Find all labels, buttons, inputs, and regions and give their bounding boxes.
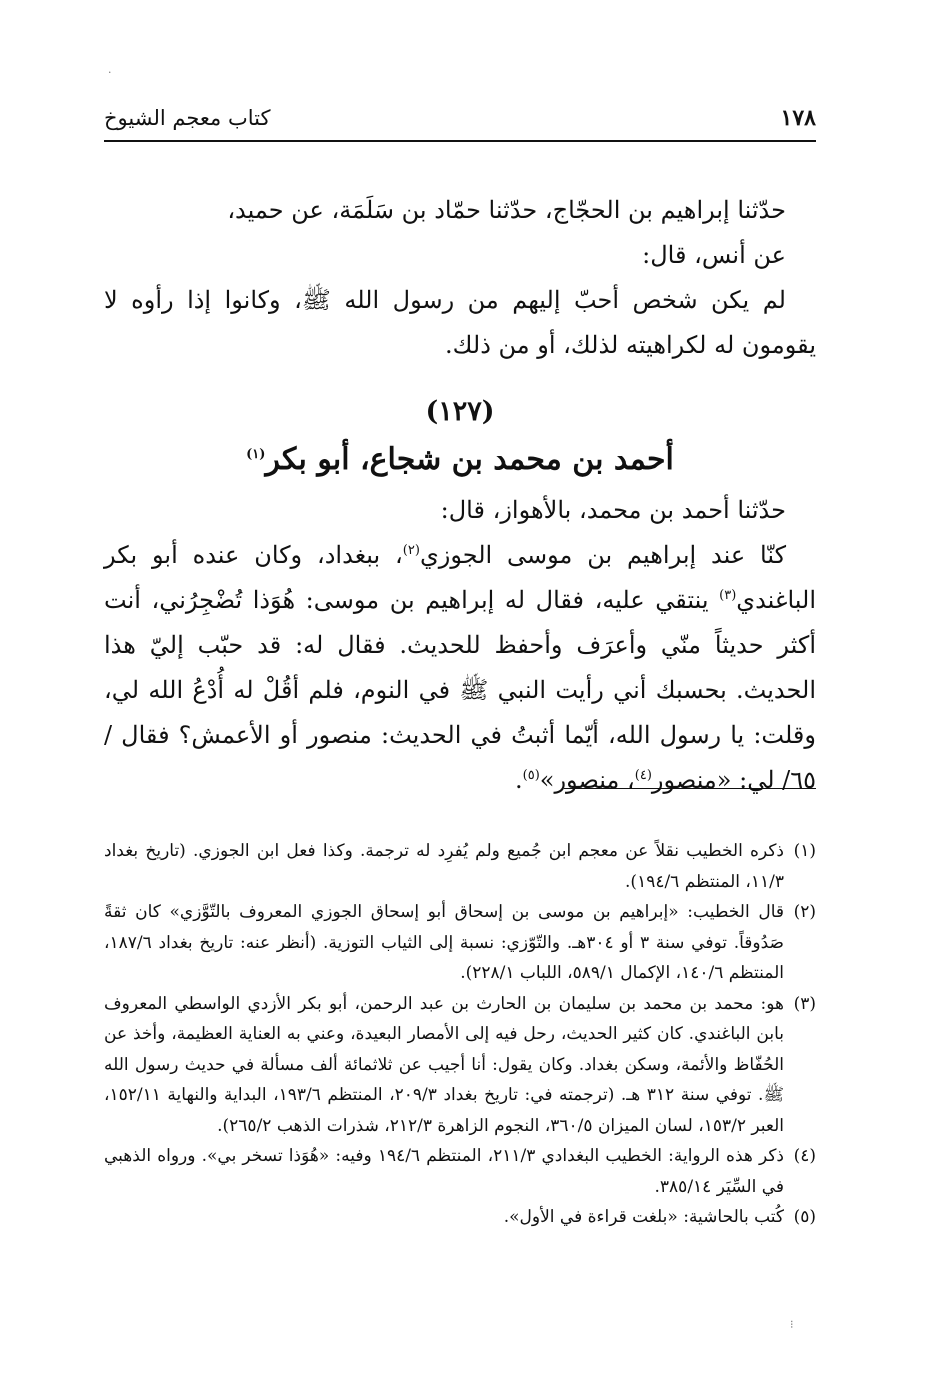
entry-heading xyxy=(104,434,816,486)
footnote xyxy=(104,1202,816,1233)
footnote xyxy=(104,836,816,897)
footnote-text: كُتب بالحاشية: «بلغت قراءة في الأول». xyxy=(503,1207,784,1227)
footnote-ref: (٥) xyxy=(522,768,540,783)
footnote xyxy=(104,1141,816,1202)
hadith-text: لم يكن شخص أحبّ إليهم من رسول الله ﷺ، وكانوا إذا رأوه لا يقومون له لكراهيته لذلك، أو من ذلك. xyxy=(104,286,816,359)
isnad-line: عن أنس، قال: xyxy=(642,241,786,269)
isnad-line: حدّثنا إبراهيم بن الحجّاج، حدّثنا حمّاد بن سَلَمَة، عن حميد، xyxy=(227,196,786,224)
footnote-text: هو: محمد بن محمد بن سليمان بن الحارث بن عبد الرحمن، أبو بكر الأزدي الواسطي المعروف بابن الباغندي. كان كثير الحديث، رحل فيه إلى الأمصار البعيدة، وعني به العناية العظيمة، وأخذ عن الحُفّاظ والأئمة، وسكن بغداد. وكان يقول: أنا أجيب عن ثلاثمائة ألف مسألة في حديث رسول الله ﷺ. توفي سنة ٣١٢ هـ. (ترجمته في: تاريخ بغداد ٢٠٩/٣، المنتظم ١٩٣/٦، البداية والنهاية ١٥٢/١١، العبر ١٥٣/٢، لسان الميزان ٣٦٠/٥، النجوم الزاهرة ٢١٢/٣، شذرات الذهب ٢٦٥/٢). xyxy=(104,993,784,1136)
entry-number: (١٢٧) xyxy=(425,396,495,427)
text-run: ينتقي عليه، فقال له إبراهيم بن موسى: هُوَذا تُضْجِرُني، أنت أكثر حديثاً منّي وأعرَف وأحفظ للحديث. فقال له: قد حبّب إليّ هذا الحديث. بحسبك أني رأيت النبي ﷺ في النوم، فلم أقُلْ له أُدْعُ الله لي، وقلت: يا رسول الله، أيّما أثبتُ في الحديث: منصور أو الأعمش؟ فقال /٦٥/ لي: «منصور xyxy=(104,586,817,794)
footnote-ref: (١) xyxy=(246,447,266,462)
text-run: . xyxy=(515,766,523,794)
text-run: ، ببغداد، وكان عنده أبو بكر الباغندي xyxy=(104,541,816,614)
footnote-text: ذكره الخطيب نقلاً عن معجم ابن جُميع ولم يُفرِد له ترجمة. وكذا فعل ابن الجوزي. (تاريخ بغداد ١١/٣، المنتظم ١٩٤/٦). xyxy=(104,841,784,892)
footnote-ref: (٤) xyxy=(634,768,652,783)
page-number: ١٧٨ xyxy=(780,105,816,131)
footnote-ref: (٣) xyxy=(719,588,737,603)
footnote-number: (٣) xyxy=(793,993,816,1014)
footnote-ref: (٢) xyxy=(402,543,420,558)
entry-intro: حدّثنا أحمد بن محمد، بالأهواز، قال: xyxy=(440,496,786,524)
footnote-number: (٢) xyxy=(793,902,816,922)
text-run: كنّا عند إبراهيم بن موسى الجوزي xyxy=(419,541,786,569)
scan-speck: ⁝ xyxy=(790,1318,794,1331)
footnote-number: (١) xyxy=(793,841,816,861)
footnote-divider xyxy=(564,788,816,789)
text-run: ، منصور» xyxy=(539,766,635,794)
footnotes xyxy=(104,836,816,1233)
footnote-text: قال الخطيب: «إبراهيم بن موسى بن إسحاق أبو إسحاق الجوزي المعروف بالتّوَّزي» كان ثقةً صَدُوقاً. توفي سنة ٣ أو ٣٠٤هـ. والتّوّزي: نسبة إلى الثياب التوزية. (أنظر عنه: تاريخ بغداد ١٨٧/٦، المنتظم ١٤٠/٦، الإكمال ٥٨٩/١، اللباب ٢٢٨/١). xyxy=(104,902,784,983)
narrator-name: أحمد بن محمد بن شجاع، أبو بكر xyxy=(265,442,674,477)
entry-text xyxy=(104,533,816,803)
footnote-text: ذكر هذه الرواية: الخطيب البغدادي ٢١١/٣، المنتظم ١٩٤/٦ وفيه: «هُوَذا تسخر بي». ورواه الذهبي في السِّيَر ٣٨٥/١٤. xyxy=(104,1146,784,1197)
footnote-number: (٤) xyxy=(793,1146,816,1166)
scan-speck: · xyxy=(108,66,112,79)
book-title: كتاب معجم الشيوخ xyxy=(104,106,271,130)
header-divider xyxy=(104,140,816,142)
running-header xyxy=(104,100,816,136)
footnote xyxy=(104,989,816,1142)
footnote xyxy=(104,897,816,989)
main-text xyxy=(104,188,816,803)
footnote-number: (٥) xyxy=(793,1207,816,1227)
